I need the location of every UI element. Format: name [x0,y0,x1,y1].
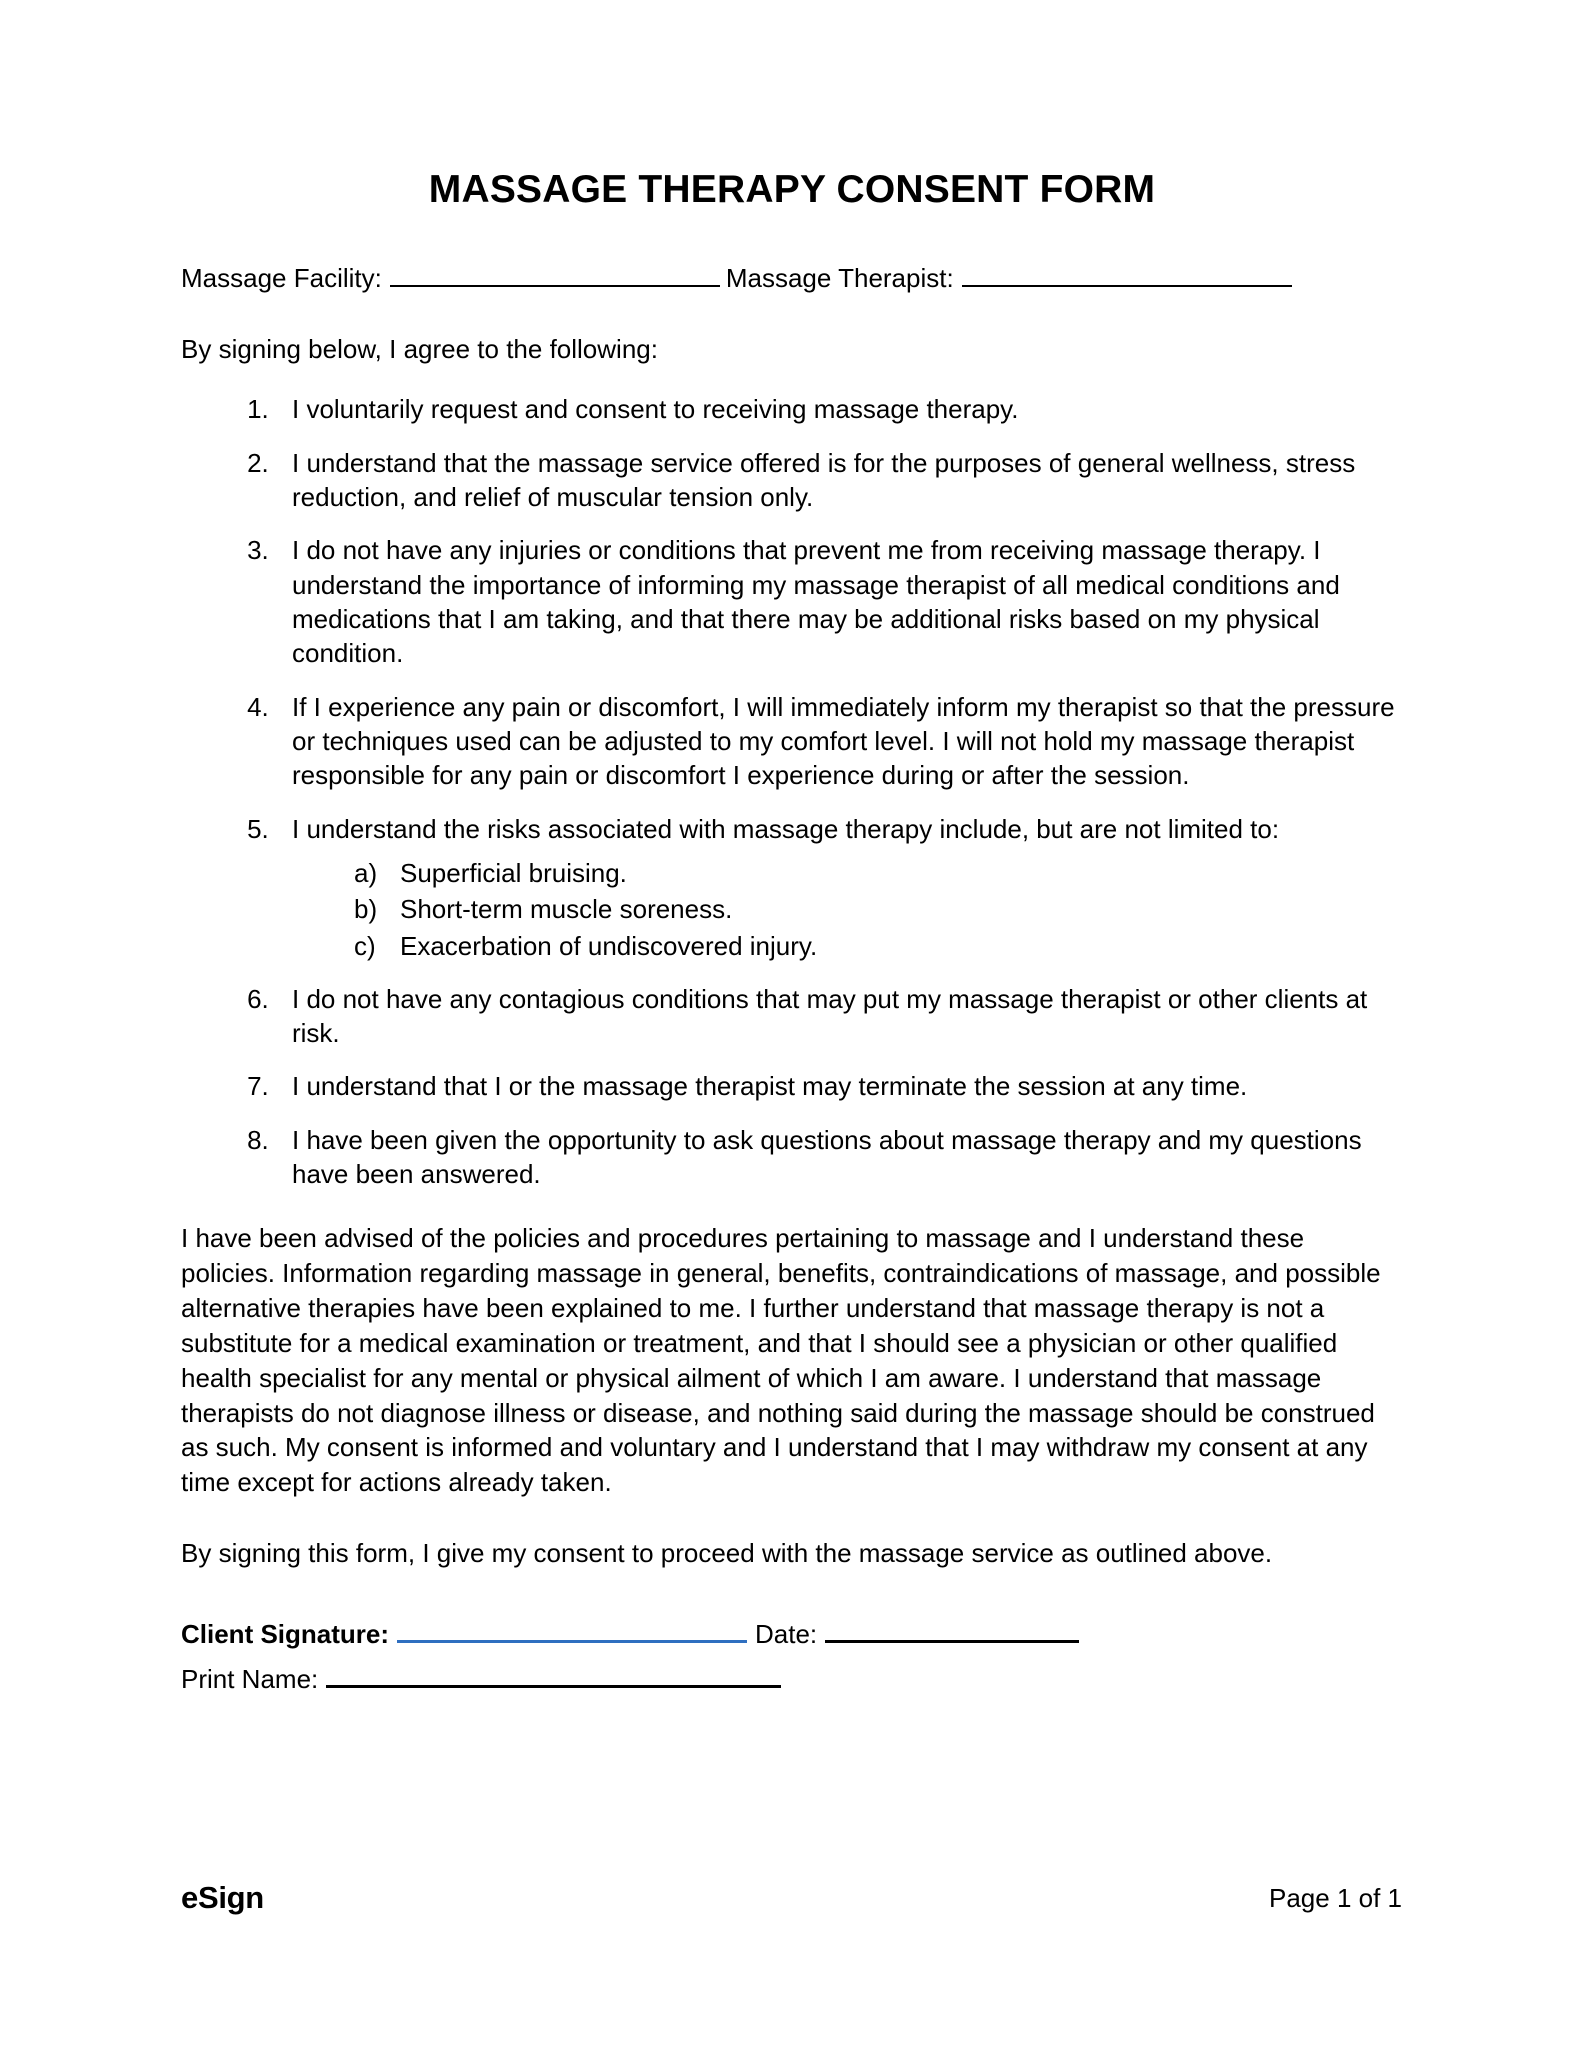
massage-therapist-input[interactable] [962,265,1292,287]
risk-text: Superficial bruising. [400,857,627,888]
intro-text: By signing below, I agree to the following: [181,333,658,364]
signature-block [181,1617,1403,1697]
closing-paragraph: By signing this form, I give my consent to proceed with the massage service as outlined above. [181,1538,1273,1568]
document-body [181,0,1403,1707]
date-label: Date: [755,1618,818,1649]
clause-item-7 [276,1069,1403,1103]
massage-facility-input[interactable] [390,265,720,287]
risk-text: Short-term muscle soreness. [400,894,733,925]
print-name-label: Print Name: [181,1663,319,1694]
clause-item-4 [276,690,1403,793]
risk-marker: b) [354,894,378,925]
clause-text: I understand the risks associated with massage therapy include, but are not limited to: [292,813,1280,844]
page-number: Page 1 of 1 [1269,1882,1402,1913]
page-footer [181,1880,1402,1916]
clause-item-2 [276,446,1403,515]
client-signature-label: Client Signature: [181,1618,390,1649]
print-name-row [181,1662,1403,1697]
risk-marker: c) [354,930,376,961]
clause-item-5 [276,812,1403,963]
clause-item-1 [276,392,1403,426]
massage-facility-label: Massage Facility: [181,262,382,293]
clause-text: I have been given the opportunity to ask questions about massage therapy and my questions have been answered. [292,1124,1362,1190]
risk-item-c [354,929,1403,963]
clause-text: I understand that the massage service offered is for the purposes of general wellness, stress reduction, and relief of muscular tension only. [292,447,1356,513]
risk-item-a [354,856,1403,890]
consent-clause-list [181,392,1403,1191]
risk-text: Exacerbation of undiscovered injury. [400,930,818,961]
massage-therapist-label: Massage Therapist: [725,262,954,293]
facility-therapist-row [181,262,1403,296]
clause-item-3 [276,533,1403,670]
clause-text: I do not have any injuries or conditions that prevent me from receiving massage therapy. I understand the importance of informing my massage therapist of all medical conditions and medications that I am taking, and that there may be additional risks based on my physical condition. [292,535,1340,669]
clause-text: I do not have any contagious conditions that may put my massage therapist or other clients at risk. [292,983,1368,1049]
client-signature-input[interactable] [397,1620,747,1643]
risk-sub-list [292,856,1403,963]
acknowledgement-paragraph: I have been advised of the policies and procedures pertaining to massage and I understand these policies. Information regarding massage in general, benefits, contraindications of massage, and possible alternative therapies have been explained to me. I further understand that massage therapy is not a substitute for a medical examination or treatment, and that I should see a physician or other qualified health specialist for any mental or physical ailment of which I am aware. I understand that massage therapists do not diagnose illness or disease, and nothing said during the massage should be construed as such. My consent is informed and voluntary and I understand that I may withdraw my consent at any time except for actions already taken. [181,1223,1381,1498]
clause-text: If I experience any pain or discomfort, I will immediately inform my therapist so that the pressure or techniques used can be adjusted to my comfort level. I will not hold my massage therapist responsible for any pain or discomfort I experience during or after the session. [292,691,1395,791]
risk-marker: a) [354,857,378,888]
clause-item-8 [276,1123,1403,1192]
clause-text: I voluntarily request and consent to receiving massage therapy. [292,394,1019,425]
signature-row [181,1617,1403,1652]
page-title: MASSAGE THERAPY CONSENT FORM [428,168,1156,211]
date-input[interactable] [825,1620,1079,1643]
print-name-input[interactable] [326,1665,781,1688]
clause-text: I understand that I or the massage therapist may terminate the session at any time. [292,1071,1248,1102]
clause-item-6 [276,982,1403,1051]
esign-logo: eSign [181,1880,264,1915]
risk-item-b [354,892,1403,926]
